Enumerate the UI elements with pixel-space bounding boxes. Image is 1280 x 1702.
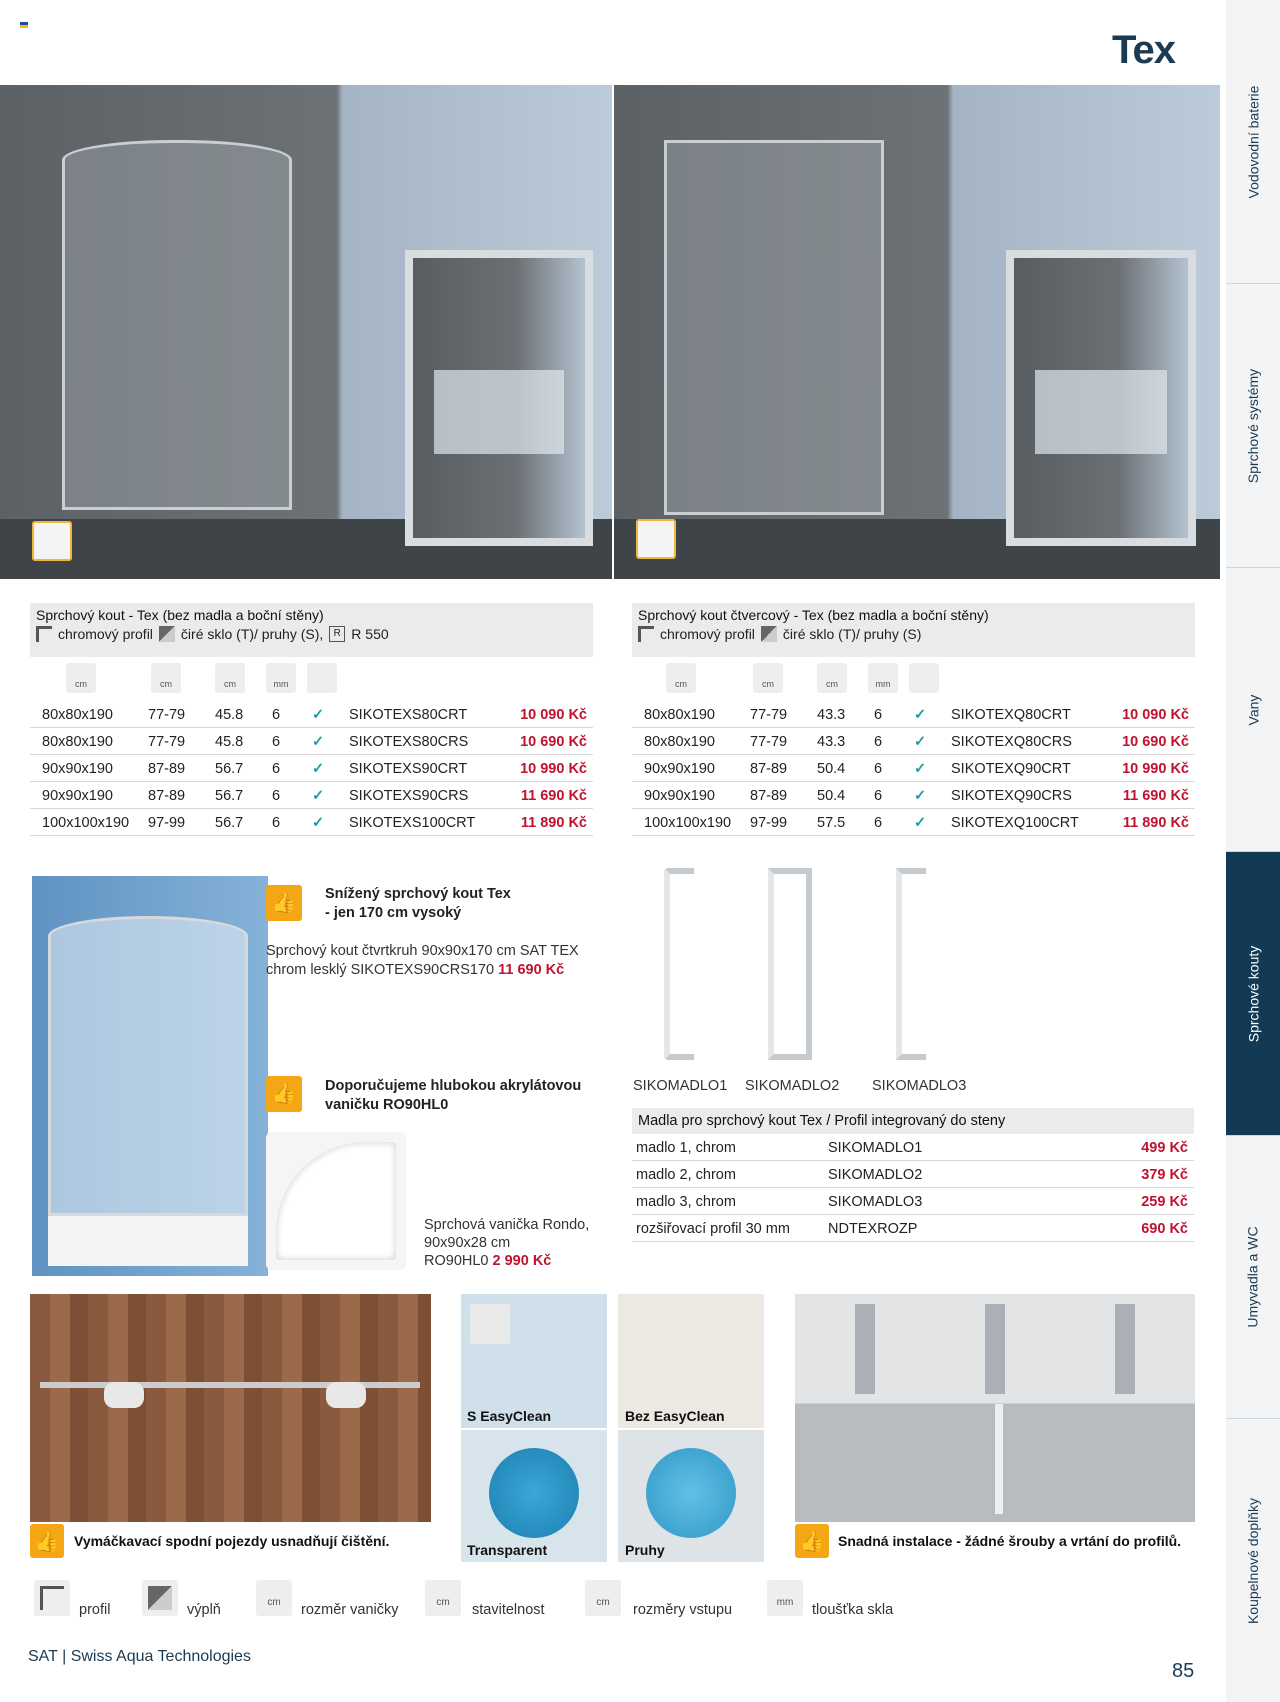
adjustability-cell: 77-79: [148, 734, 186, 750]
profile-icon: [36, 626, 52, 642]
adjustability-cell: 87-89: [750, 788, 788, 804]
price-cell: 259 Kč: [1141, 1194, 1188, 1210]
thumbs-up-icon: 👍: [30, 1524, 64, 1558]
quadrant-shape-icon: [32, 521, 72, 561]
adjustability-cell: 97-99: [750, 815, 788, 831]
size-cell: 80x80x190: [644, 734, 715, 750]
table-row: [632, 1215, 1194, 1242]
adjustability-cell: 87-89: [148, 788, 186, 804]
entry-size-icon: cm: [817, 663, 847, 693]
tab-vany[interactable]: Vany: [1226, 568, 1280, 852]
tray-price: 2 990 Kč: [492, 1253, 552, 1269]
size-cell: 90x90x190: [644, 761, 715, 777]
entry-cell: 50.4: [817, 788, 846, 804]
code-cell: SIKOTEXQ80CRS: [951, 734, 1072, 750]
promo-price: 11 690 Kč: [498, 962, 565, 978]
handle-3-image: [896, 868, 926, 1060]
tray-size-legend-icon: cm: [256, 1580, 292, 1616]
entry-cell: 45.8: [215, 707, 244, 723]
table-row: [632, 755, 1195, 782]
glass-thickness-icon: mm: [868, 663, 898, 693]
entry-cell: 43.3: [817, 707, 846, 723]
easyclean-check-icon: ✓: [312, 707, 325, 723]
installation-photo: [795, 1294, 1195, 1522]
price-cell: 11 890 Kč: [520, 815, 587, 831]
glass-thickness-cell: 6: [272, 734, 281, 750]
table-row: [632, 782, 1195, 809]
size-cell: 80x80x190: [42, 734, 113, 750]
table-title: Madla pro sprchový kout Tex / Profil integrovaný do steny: [632, 1108, 1194, 1134]
profile-icon: [638, 626, 654, 642]
size-cell: 90x90x190: [42, 788, 113, 804]
table-row: [30, 782, 593, 809]
entry-cell: 56.7: [215, 788, 244, 804]
handle-2-image: [768, 868, 812, 1060]
entry-cell: 45.8: [215, 734, 244, 750]
entry-size-legend-icon: cm: [585, 1580, 621, 1616]
flag-icon: [20, 22, 28, 28]
glass-icon: [761, 626, 777, 642]
price-cell: 10 090 Kč: [520, 707, 587, 723]
adjustability-cell: 97-99: [148, 815, 186, 831]
inset-photo-striped: [405, 250, 593, 546]
handle-1-label: SIKOMADLO1: [633, 1078, 728, 1094]
table-row: [30, 728, 593, 755]
easyclean-check-icon: ✓: [312, 815, 325, 831]
price-cell: 10 690 Kč: [1122, 734, 1189, 750]
profile-legend-icon: [34, 1580, 70, 1616]
handle-1-image: [664, 868, 694, 1060]
promo-heading: Doporučujeme hlubokou akrylátovou: [325, 1078, 582, 1094]
page-title: Tex: [1112, 28, 1175, 72]
tab-sprchove-kouty[interactable]: Sprchové kouty: [1226, 852, 1280, 1136]
fill-legend-icon: [142, 1580, 178, 1616]
promo-description: Sprchový kout čtvrtkruh 90x90x170 cm SAT TEX: [266, 943, 579, 959]
code-cell: SIKOTEXS100CRT: [349, 815, 476, 831]
code-cell: SIKOTEXQ90CRS: [951, 788, 1072, 804]
adjustability-legend-icon: cm: [425, 1580, 461, 1616]
entry-cell: 50.4: [817, 761, 846, 777]
tray-size-icon: cm: [66, 663, 96, 693]
name-cell: rozšiřovací profil 30 mm: [636, 1221, 790, 1237]
rollers-caption: Vymáčkavací spodní pojezdy usnadňují čištění.: [74, 1533, 390, 1549]
tab-vodovodni-baterie[interactable]: Vodovodní baterie: [1226, 0, 1280, 284]
hero-photo-quadrant: [0, 85, 612, 579]
price-cell: 379 Kč: [1141, 1167, 1188, 1183]
price-cell: 11 690 Kč: [1122, 788, 1189, 804]
price-cell: 10 990 Kč: [1122, 761, 1189, 777]
installation-caption: Snadná instalace - žádné šrouby a vrtání do profilů.: [838, 1533, 1182, 1549]
code-cell: SIKOTEXS90CRT: [349, 761, 468, 777]
handle-2-label: SIKOMADLO2: [745, 1078, 840, 1094]
glass-thickness-cell: 6: [874, 815, 883, 831]
shower-enclosure: [664, 140, 884, 515]
shower-tray-photo: [266, 1132, 406, 1270]
easyclean-icon: [470, 1304, 510, 1344]
easyclean-check-icon: ✓: [914, 734, 927, 750]
handles-table: [632, 1108, 1194, 1242]
code-cell: SIKOTEXS80CRS: [349, 734, 469, 750]
product-table-quadrant: Sprchový kout - Tex (bez madla a boční stěny) chromový profil čiré sklo (T)/ pruhy (S), R R 550 cm cm cm mm 80x80x190 77-79 45.8 6 SIKOTEXS80CRT ✓ 10 090 Kč 80x80x190 77-79 45.8 6 SIKOTEXS80CRS ✓ 10 690 Kč 90x90x190 87-89 56.7 6 SIKOTEXS90CRT ✓ 10 990 Kč 90x90x190 87-89 56.7 6 SIKOTEXS90CRS ✓ 11 690 Kč 100x100x190 97-99 56.7 6 SIKOTEXS100CRT ✓ 11 890 Kč: [30, 603, 593, 836]
thumbs-up-icon: 👍: [266, 885, 302, 921]
entry-cell: 56.7: [215, 761, 244, 777]
table-row: [30, 701, 593, 728]
size-cell: 80x80x190: [42, 707, 113, 723]
tab-umyvadla-a-wc[interactable]: Umyvadla a WC: [1226, 1136, 1280, 1419]
tab-sprchove-systemy[interactable]: Sprchové systémy: [1226, 284, 1280, 568]
easyclean-check-icon: ✓: [312, 734, 325, 750]
glass-thickness-cell: 6: [272, 761, 281, 777]
price-cell: 499 Kč: [1141, 1140, 1188, 1156]
code-cell: SIKOTEXS90CRS: [349, 788, 469, 804]
glass-thickness-cell: 6: [874, 707, 883, 723]
table-row: [632, 701, 1195, 728]
tray-size-icon: cm: [666, 663, 696, 693]
code-cell: SIKOMADLO2: [828, 1167, 923, 1183]
adjustability-cell: 77-79: [148, 707, 186, 723]
name-cell: madlo 1, chrom: [636, 1140, 736, 1156]
easyclean-check-icon: ✓: [914, 761, 927, 777]
tab-koupelnove-doplnky[interactable]: Koupelnové doplňky: [1245, 1497, 1262, 1624]
glass-thickness-cell: 6: [874, 734, 883, 750]
code-cell: SIKOMADLO3: [828, 1194, 923, 1210]
entry-size-icon: cm: [215, 663, 245, 693]
adjustability-icon: cm: [151, 663, 181, 693]
size-cell: 80x80x190: [644, 707, 715, 723]
table-row: [632, 1134, 1194, 1161]
thumbs-up-icon: 👍: [795, 1524, 829, 1558]
adjustability-cell: 77-79: [750, 734, 788, 750]
low-shower-photo: [32, 876, 268, 1276]
price-cell: 690 Kč: [1141, 1221, 1188, 1237]
table-row: [30, 755, 593, 782]
code-cell: SIKOTEXQ80CRT: [951, 707, 1071, 723]
easyclean-icon: [909, 663, 939, 693]
price-cell: 10 690 Kč: [520, 734, 587, 750]
code-cell: SIKOTEXS80CRT: [349, 707, 468, 723]
glass-thickness-cell: 6: [874, 788, 883, 804]
table-row: [30, 809, 593, 836]
entry-cell: 57.5: [817, 815, 846, 831]
code-cell: NDTEXROZP: [828, 1221, 918, 1237]
code-cell: SIKOTEXQ90CRT: [951, 761, 1071, 777]
entry-cell: 56.7: [215, 815, 244, 831]
price-cell: 11 890 Kč: [1122, 815, 1189, 831]
glass-thickness-icon: mm: [266, 663, 296, 693]
footer-brand: SAT | Swiss Aqua Technologies: [28, 1648, 251, 1665]
easyclean-check-icon: ✓: [312, 788, 325, 804]
entry-cell: 43.3: [817, 734, 846, 750]
code-cell: SIKOMADLO1: [828, 1140, 923, 1156]
price-cell: 10 990 Kč: [520, 761, 587, 777]
hero-photo-square: [614, 85, 1220, 579]
code-cell: SIKOTEXQ100CRT: [951, 815, 1079, 831]
glass-thickness-legend-icon: mm: [767, 1580, 803, 1616]
rollers-photo: [30, 1294, 431, 1522]
handle-3-label: SIKOMADLO3: [872, 1078, 967, 1094]
size-cell: 100x100x190: [42, 815, 130, 831]
glass-thickness-cell: 6: [272, 815, 281, 831]
glass-thickness-cell: 6: [272, 788, 281, 804]
adjustability-cell: 77-79: [750, 707, 788, 723]
easyclean-check-icon: ✓: [914, 707, 927, 723]
square-shape-icon: [636, 519, 676, 559]
table-row: [632, 728, 1195, 755]
promo-heading: Snížený sprchový kout Tex: [325, 886, 511, 902]
price-cell: 10 090 Kč: [1122, 707, 1189, 723]
tray-description: Sprchová vanička Rondo,: [424, 1217, 590, 1233]
size-cell: 100x100x190: [644, 815, 732, 831]
table-row: [632, 809, 1195, 836]
shower-enclosure: [62, 140, 292, 510]
table-title: Sprchový kout - Tex (bez madla a boční stěny): [36, 607, 324, 623]
table-row: [632, 1188, 1194, 1215]
adjustability-cell: 87-89: [148, 761, 186, 777]
table-row: [632, 1161, 1194, 1188]
table-title: Sprchový kout čtvercový - Tex (bez madla a boční stěny): [638, 607, 989, 623]
easyclean-check-icon: ✓: [914, 815, 927, 831]
category-sidebar: [1226, 0, 1280, 1702]
easyclean-check-icon: ✓: [914, 788, 927, 804]
radius-icon: R: [329, 626, 345, 642]
glass-thickness-cell: 6: [874, 761, 883, 777]
easyclean-icon: [307, 663, 337, 693]
thumbs-up-icon: 👍: [266, 1076, 302, 1112]
easyclean-check-icon: ✓: [312, 761, 325, 777]
size-cell: 90x90x190: [644, 788, 715, 804]
name-cell: madlo 3, chrom: [636, 1194, 736, 1210]
price-cell: 11 690 Kč: [520, 788, 587, 804]
adjustability-icon: cm: [753, 663, 783, 693]
product-table-square: Sprchový kout čtvercový - Tex (bez madla a boční stěny) chromový profil čiré sklo (T)/ pruhy (S) cm cm cm mm 80x80x190 77-79 43.3 6 SIKOTEXQ80CRT ✓ 10 090 Kč 80x80x190 77-79 43.3 6 SIKOTEXQ80CRS ✓ 10 690 Kč 90x90x190 87-89 50.4 6 SIKOTEXQ90CRT ✓ 10 990 Kč 90x90x190 87-89 50.4 6 SIKOTEXQ90CRS ✓ 11 690 Kč 100x100x190 97-99 57.5 6 SIKOTEXQ100CRT ✓ 11 890 Kč: [632, 603, 1195, 836]
inset-photo-striped: [1006, 250, 1196, 546]
adjustability-cell: 87-89: [750, 761, 788, 777]
size-cell: 90x90x190: [42, 761, 113, 777]
glass-icon: [159, 626, 175, 642]
glass-thickness-cell: 6: [272, 707, 281, 723]
name-cell: madlo 2, chrom: [636, 1167, 736, 1183]
page-number: 85: [1172, 1660, 1195, 1682]
